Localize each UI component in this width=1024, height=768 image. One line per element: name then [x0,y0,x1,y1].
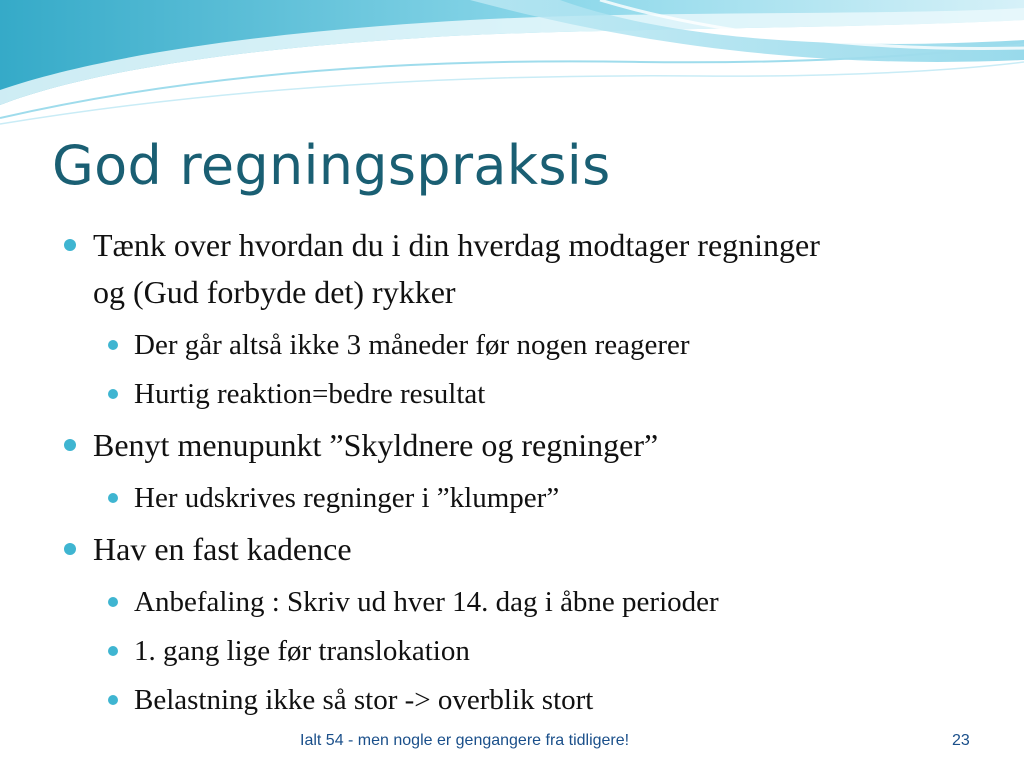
bullet-text: Benyt menupunkt ”Skyldnere og regninger” [93,427,659,463]
sub-bullet-icon [108,597,118,607]
sub-bullet-text: Der går altså ikke 3 måneder før nogen reagerer [134,329,690,361]
sub-bullet-icon [108,695,118,705]
sub-bullet-text: 1. gang lige før translokation [134,635,470,667]
sub-bullet-icon [108,389,118,399]
sub-bullet-item [0,325,1024,365]
sub-bullet-item [0,680,1024,720]
sub-bullet-item [0,478,1024,518]
sub-bullet-icon [108,646,118,656]
sub-bullet-item [0,631,1024,671]
bullet-text: Tænk over hvordan du i din hverdag modtager regninger og (Gud forbyde det) rykker [93,227,820,310]
bullet-icon [64,439,76,451]
bullet-item [0,422,1024,469]
sub-bullet-icon [108,493,118,503]
sub-bullet-text: Belastning ikke så stor -> overblik stort [134,684,594,716]
bullet-icon [64,239,76,251]
decorative-wave-header [0,0,1024,130]
sub-bullet-item [0,374,1024,414]
sub-bullet-text: Hurtig reaktion=bedre resultat [134,378,486,410]
bullet-text: Hav en fast kadence [93,531,352,567]
bullet-item [0,526,1024,573]
sub-bullet-icon [108,340,118,350]
slide-footer: Ialt 54 - men nogle er gengangere fra tidligere! [300,732,630,749]
bullet-item [0,222,1024,316]
bullet-icon [64,543,76,555]
slide-title: God regningspraksis [52,134,611,197]
page-number: 23 [952,732,970,749]
sub-bullet-text: Anbefaling : Skriv ud hver 14. dag i åbne perioder [134,586,719,618]
sub-bullet-item [0,582,1024,622]
bullet-list [0,222,1024,720]
sub-bullet-text: Her udskrives regninger i ”klumper” [134,482,560,514]
